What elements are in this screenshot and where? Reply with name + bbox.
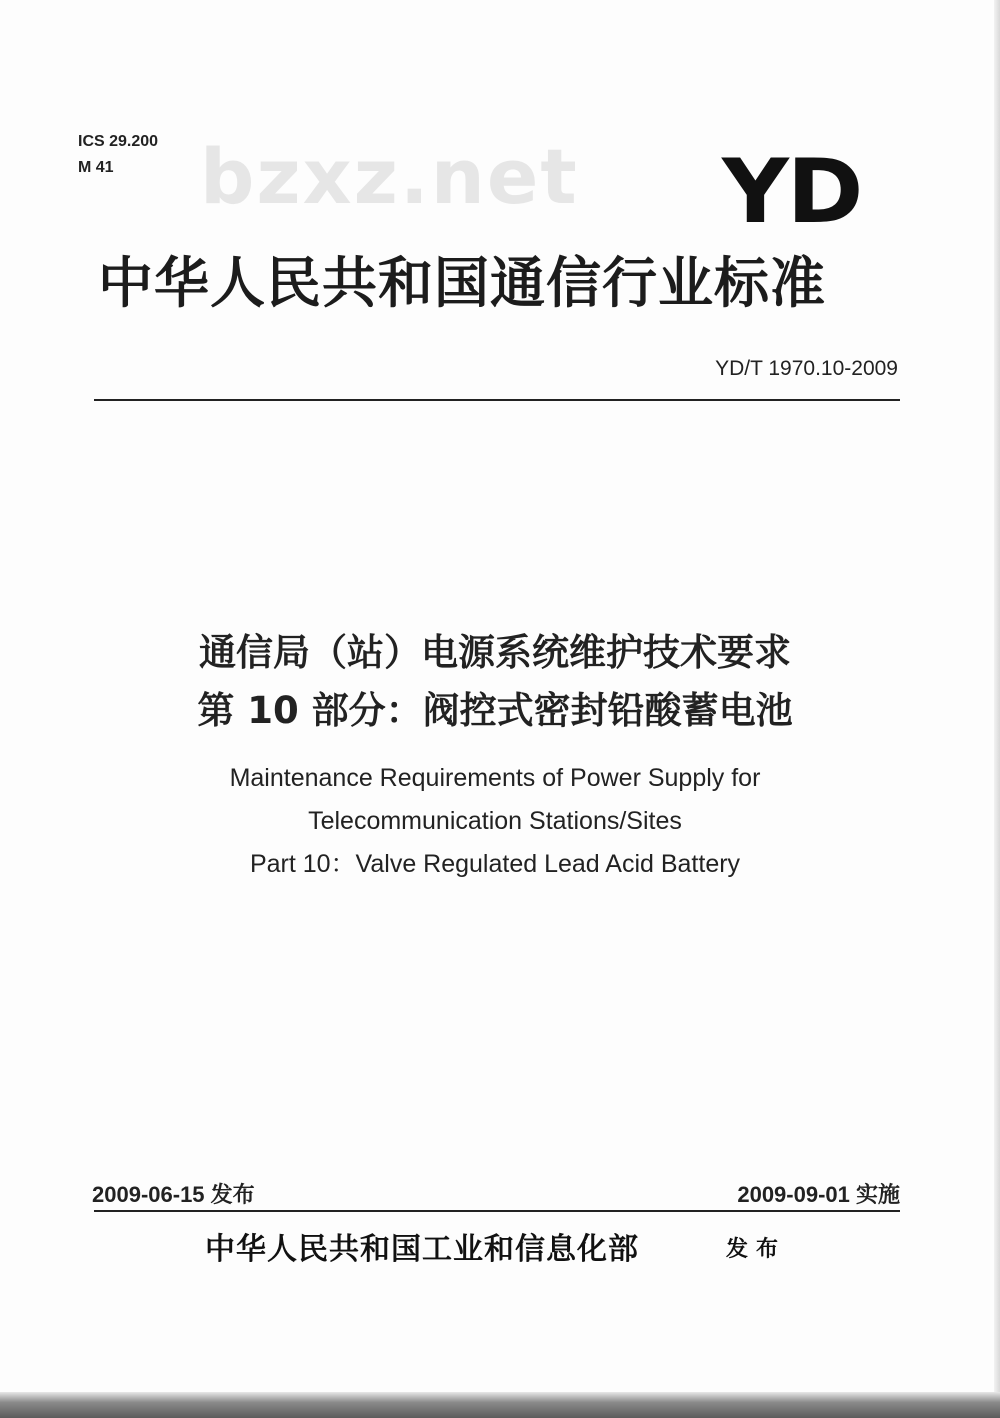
scan-bottom-strip bbox=[0, 1392, 1000, 1418]
classification-code: M 41 bbox=[78, 159, 114, 176]
english-title-line-3: Part 10：Valve Regulated Lead Acid Battery bbox=[249, 850, 741, 878]
issuer-name: 中华人民共和国工业和信息化部 bbox=[205, 1232, 639, 1267]
english-title-line-1: Maintenance Requirements of Power Supply for bbox=[229, 764, 761, 792]
page-edge-shadow bbox=[994, 0, 1000, 1418]
issuer-suffix: 发布 bbox=[726, 1236, 787, 1262]
standard-number: YD/T 1970.10-2009 bbox=[715, 357, 898, 380]
top-divider bbox=[94, 399, 900, 401]
implementation-date: 2009-09-01 实施 bbox=[737, 1182, 900, 1207]
page-title: 中华人民共和国通信行业标准 bbox=[98, 251, 827, 315]
bottom-divider bbox=[94, 1210, 900, 1212]
chinese-title-line-2: 第 10 部分：阀控式密封铅酸蓄电池 bbox=[197, 689, 793, 732]
issue-date: 2009-06-15 发布 bbox=[92, 1182, 255, 1207]
chinese-title-line-1: 通信局（站）电源系统维护技术要求 bbox=[199, 631, 791, 674]
english-title-line-2: Telecommunication Stations/Sites bbox=[308, 807, 682, 835]
classification-block bbox=[78, 129, 158, 181]
ics-code: ICS 29.200 bbox=[78, 133, 159, 150]
yd-logo: YD bbox=[722, 140, 862, 243]
watermark: bzxz.net bbox=[200, 132, 579, 221]
